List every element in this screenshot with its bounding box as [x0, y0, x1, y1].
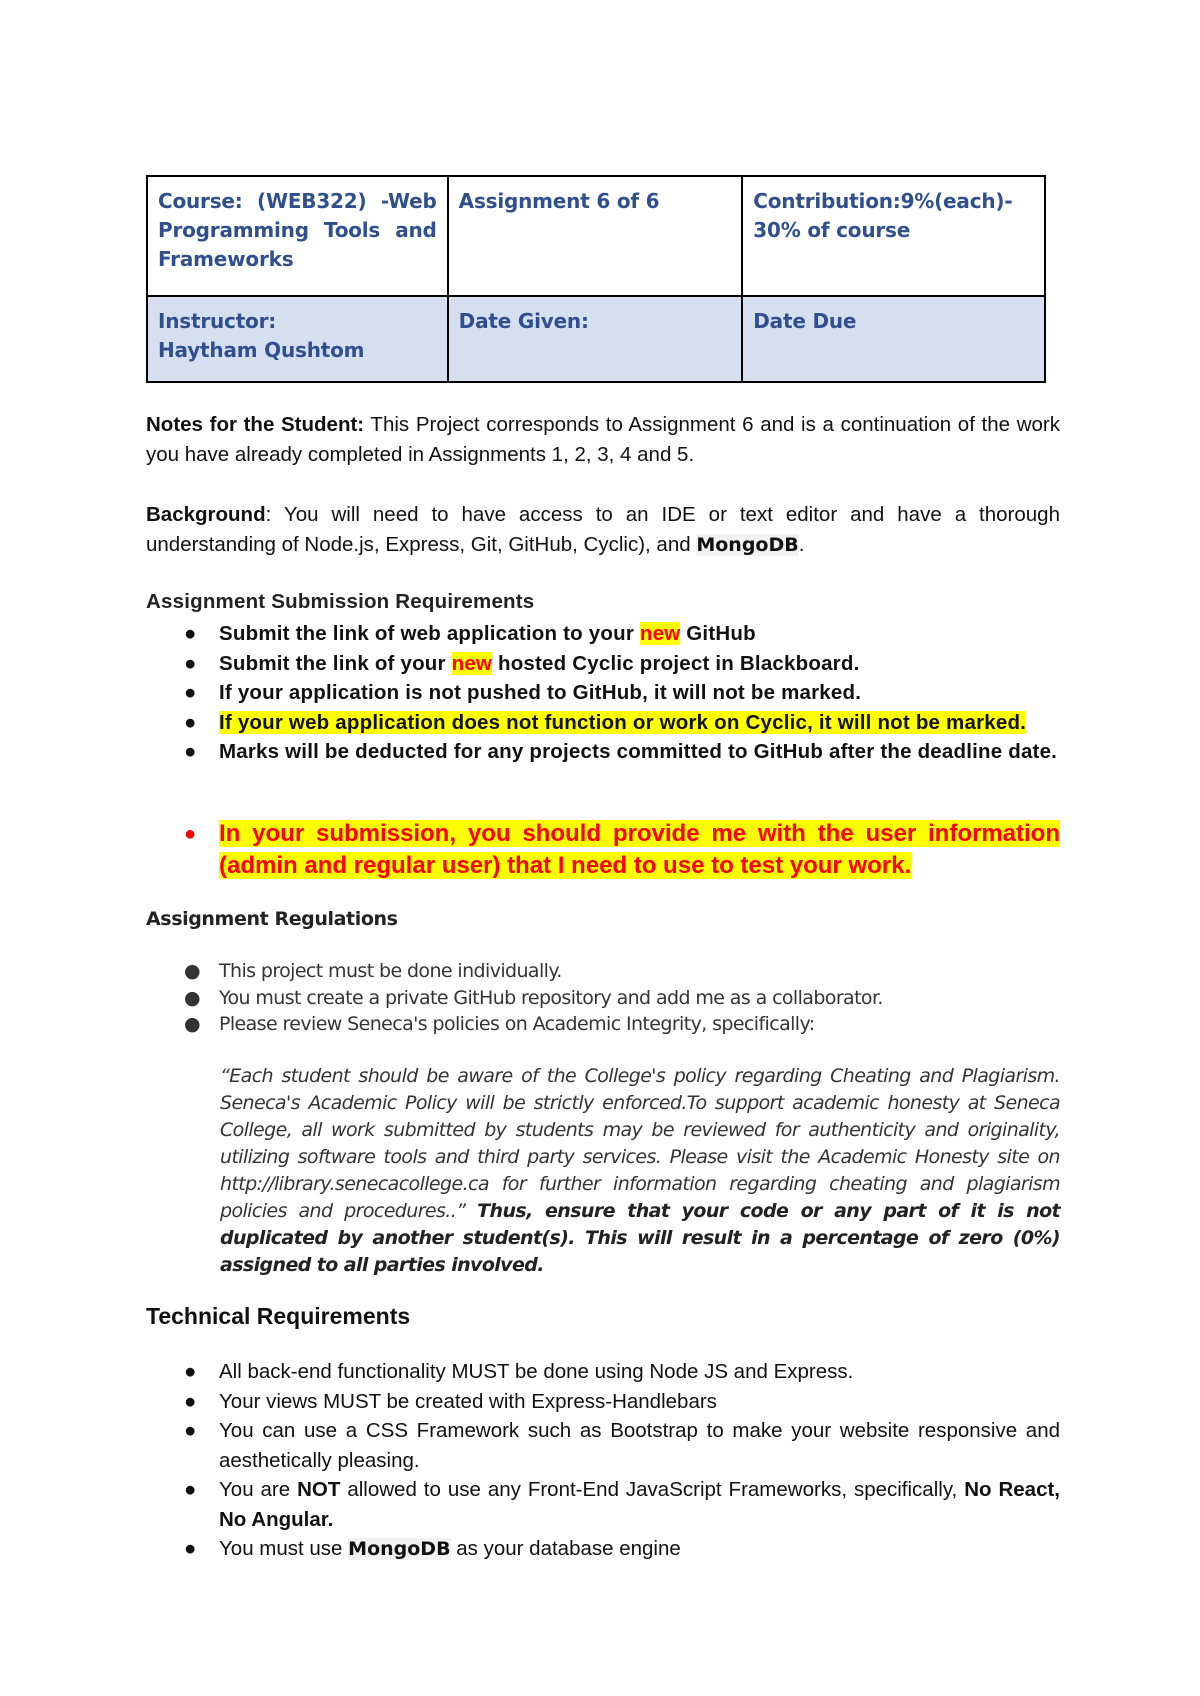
item-bold: No React, No Angular.	[219, 1478, 1060, 1531]
new-highlight: new	[639, 622, 681, 645]
contribution-line2: 30% of course	[753, 218, 911, 242]
course-info-table	[146, 175, 1046, 383]
bullet-icon: ●	[184, 986, 200, 1009]
bullet-icon: ●	[184, 740, 197, 763]
item-text: Submit the link of web application to your	[219, 622, 640, 645]
item-text: In your submission, you should provide me with the user information (admin and regular user) that I need to use to test your work.	[219, 820, 1060, 879]
background-db: MongoDB	[696, 533, 799, 556]
list-item	[146, 737, 1060, 767]
item-bold: NOT	[297, 1478, 341, 1501]
bullet-icon: ●	[184, 622, 197, 645]
bullet-icon: ●	[184, 1389, 197, 1413]
assignment-cell: Assignment 6 of 6	[448, 176, 743, 296]
list-item	[146, 985, 1060, 1012]
item-text: You are	[219, 1478, 298, 1501]
item-text: All back-end functionality MUST be done using Node JS and Express.	[219, 1360, 854, 1383]
list-item	[146, 1011, 1060, 1038]
item-text: GitHub	[680, 622, 756, 645]
item-db: MongoDB	[348, 1538, 451, 1560]
instructor-cell	[147, 296, 448, 382]
list-item	[146, 649, 1060, 679]
submission-important-list	[146, 818, 1060, 882]
notes-label: Notes for the Student:	[146, 413, 365, 436]
bullet-icon: ●	[184, 960, 200, 982]
bullet-icon: ●	[184, 651, 197, 675]
regulations-heading: Assignment Regulations	[146, 908, 398, 930]
item-text: Marks will be deducted for any projects committed to GitHub after the deadline date.	[219, 740, 1058, 763]
list-item	[146, 818, 1060, 882]
course-cell: Course: (WEB322) -Web Programming Tools and Frameworks	[147, 176, 448, 296]
bullet-icon: ●	[184, 681, 197, 704]
technical-list	[146, 1357, 1060, 1565]
item-text: You must create a private GitHub repository and add me as a collaborator.	[219, 986, 883, 1009]
bullet-icon: ●	[184, 1537, 197, 1560]
quote-text: “Each student should be aware of the College's policy regarding Cheating and Plagiarism. Seneca's Academic Policy will be strictly enforced.To support academic honesty at Seneca College, all work submitted by students may be reviewed for authenticity and originality, utilizing software tools and third party services. Please visit the Academic Honesty site on http://library.senecacollege.ca for further information regarding cheating and plagiarism policies and procedures..”	[220, 1065, 1060, 1222]
instructor-label: Instructor:	[158, 309, 277, 333]
bullet-icon: ●	[184, 823, 197, 845]
list-item	[146, 678, 1060, 708]
list-item	[146, 958, 1060, 985]
date-due-cell: Date Due	[742, 296, 1045, 382]
bullet-icon: ●	[184, 1013, 200, 1035]
notes-paragraph	[146, 410, 1060, 469]
technical-heading: Technical Requirements	[146, 1303, 411, 1329]
background-end: .	[798, 532, 805, 556]
list-item	[146, 1357, 1060, 1387]
item-text: allowed to use any Front-End JavaScript Frameworks, specifically,	[340, 1478, 965, 1501]
list-item	[146, 1416, 1060, 1475]
instructor-name: Haytham Qushtom	[158, 338, 365, 362]
item-text: Submit the link of your	[219, 651, 452, 675]
list-item	[146, 1534, 1060, 1565]
bullet-icon: ●	[184, 1360, 197, 1383]
bullet-icon: ●	[184, 710, 197, 734]
item-text: If your web application does not function or work on Cyclic, it will not be marked.	[219, 710, 1027, 734]
item-text: Please review Seneca's policies on Academic Integrity, specifically:	[219, 1013, 815, 1035]
item-text: as your database engine	[450, 1537, 681, 1560]
notes-text: This Project corresponds to Assignment 6 and is a continuation of the work you have already completed in Assignments 1, 2, 3, 4 and 5.	[146, 413, 1060, 466]
item-text: You must use	[219, 1537, 349, 1560]
submission-heading: Assignment Submission Requirements	[146, 590, 535, 613]
list-item	[146, 708, 1060, 738]
background-paragraph	[146, 500, 1060, 560]
submission-list	[146, 619, 1060, 767]
item-text: If your application is not pushed to GitHub, it will not be marked.	[219, 681, 862, 704]
background-label: Background	[146, 503, 266, 526]
regulations-list	[146, 958, 1060, 1038]
bullet-icon: ●	[184, 1478, 197, 1501]
contribution-line1: Contribution:9%(each)-	[753, 189, 1013, 213]
list-item	[146, 1475, 1060, 1534]
item-text: You can use a CSS Framework such as Bootstrap to make your website responsive and aesthetically pleasing.	[219, 1419, 1060, 1472]
background-text: : You will need to have access to an IDE or text editor and have a thorough understanding of Node.js, Express, Git, GitHub, Cyclic), and	[146, 503, 1060, 556]
date-given-cell: Date Given:	[448, 296, 743, 382]
new-highlight: new	[451, 651, 493, 675]
item-text: Your views MUST be created with Express-Handlebars	[219, 1389, 717, 1413]
list-item	[146, 619, 1060, 649]
bullet-icon: ●	[184, 1419, 197, 1442]
contribution-cell	[742, 176, 1045, 296]
academic-policy-quote	[220, 1063, 1060, 1279]
item-text: This project must be done individually.	[219, 960, 562, 982]
quote-bold-text: Thus, ensure that your code or any part of it is not duplicated by another student(s). This will result in a percentage of zero (0%) assigned to all parties involved.	[220, 1200, 1061, 1276]
item-text: hosted Cyclic project in Blackboard.	[492, 651, 860, 675]
list-item	[146, 1387, 1060, 1417]
